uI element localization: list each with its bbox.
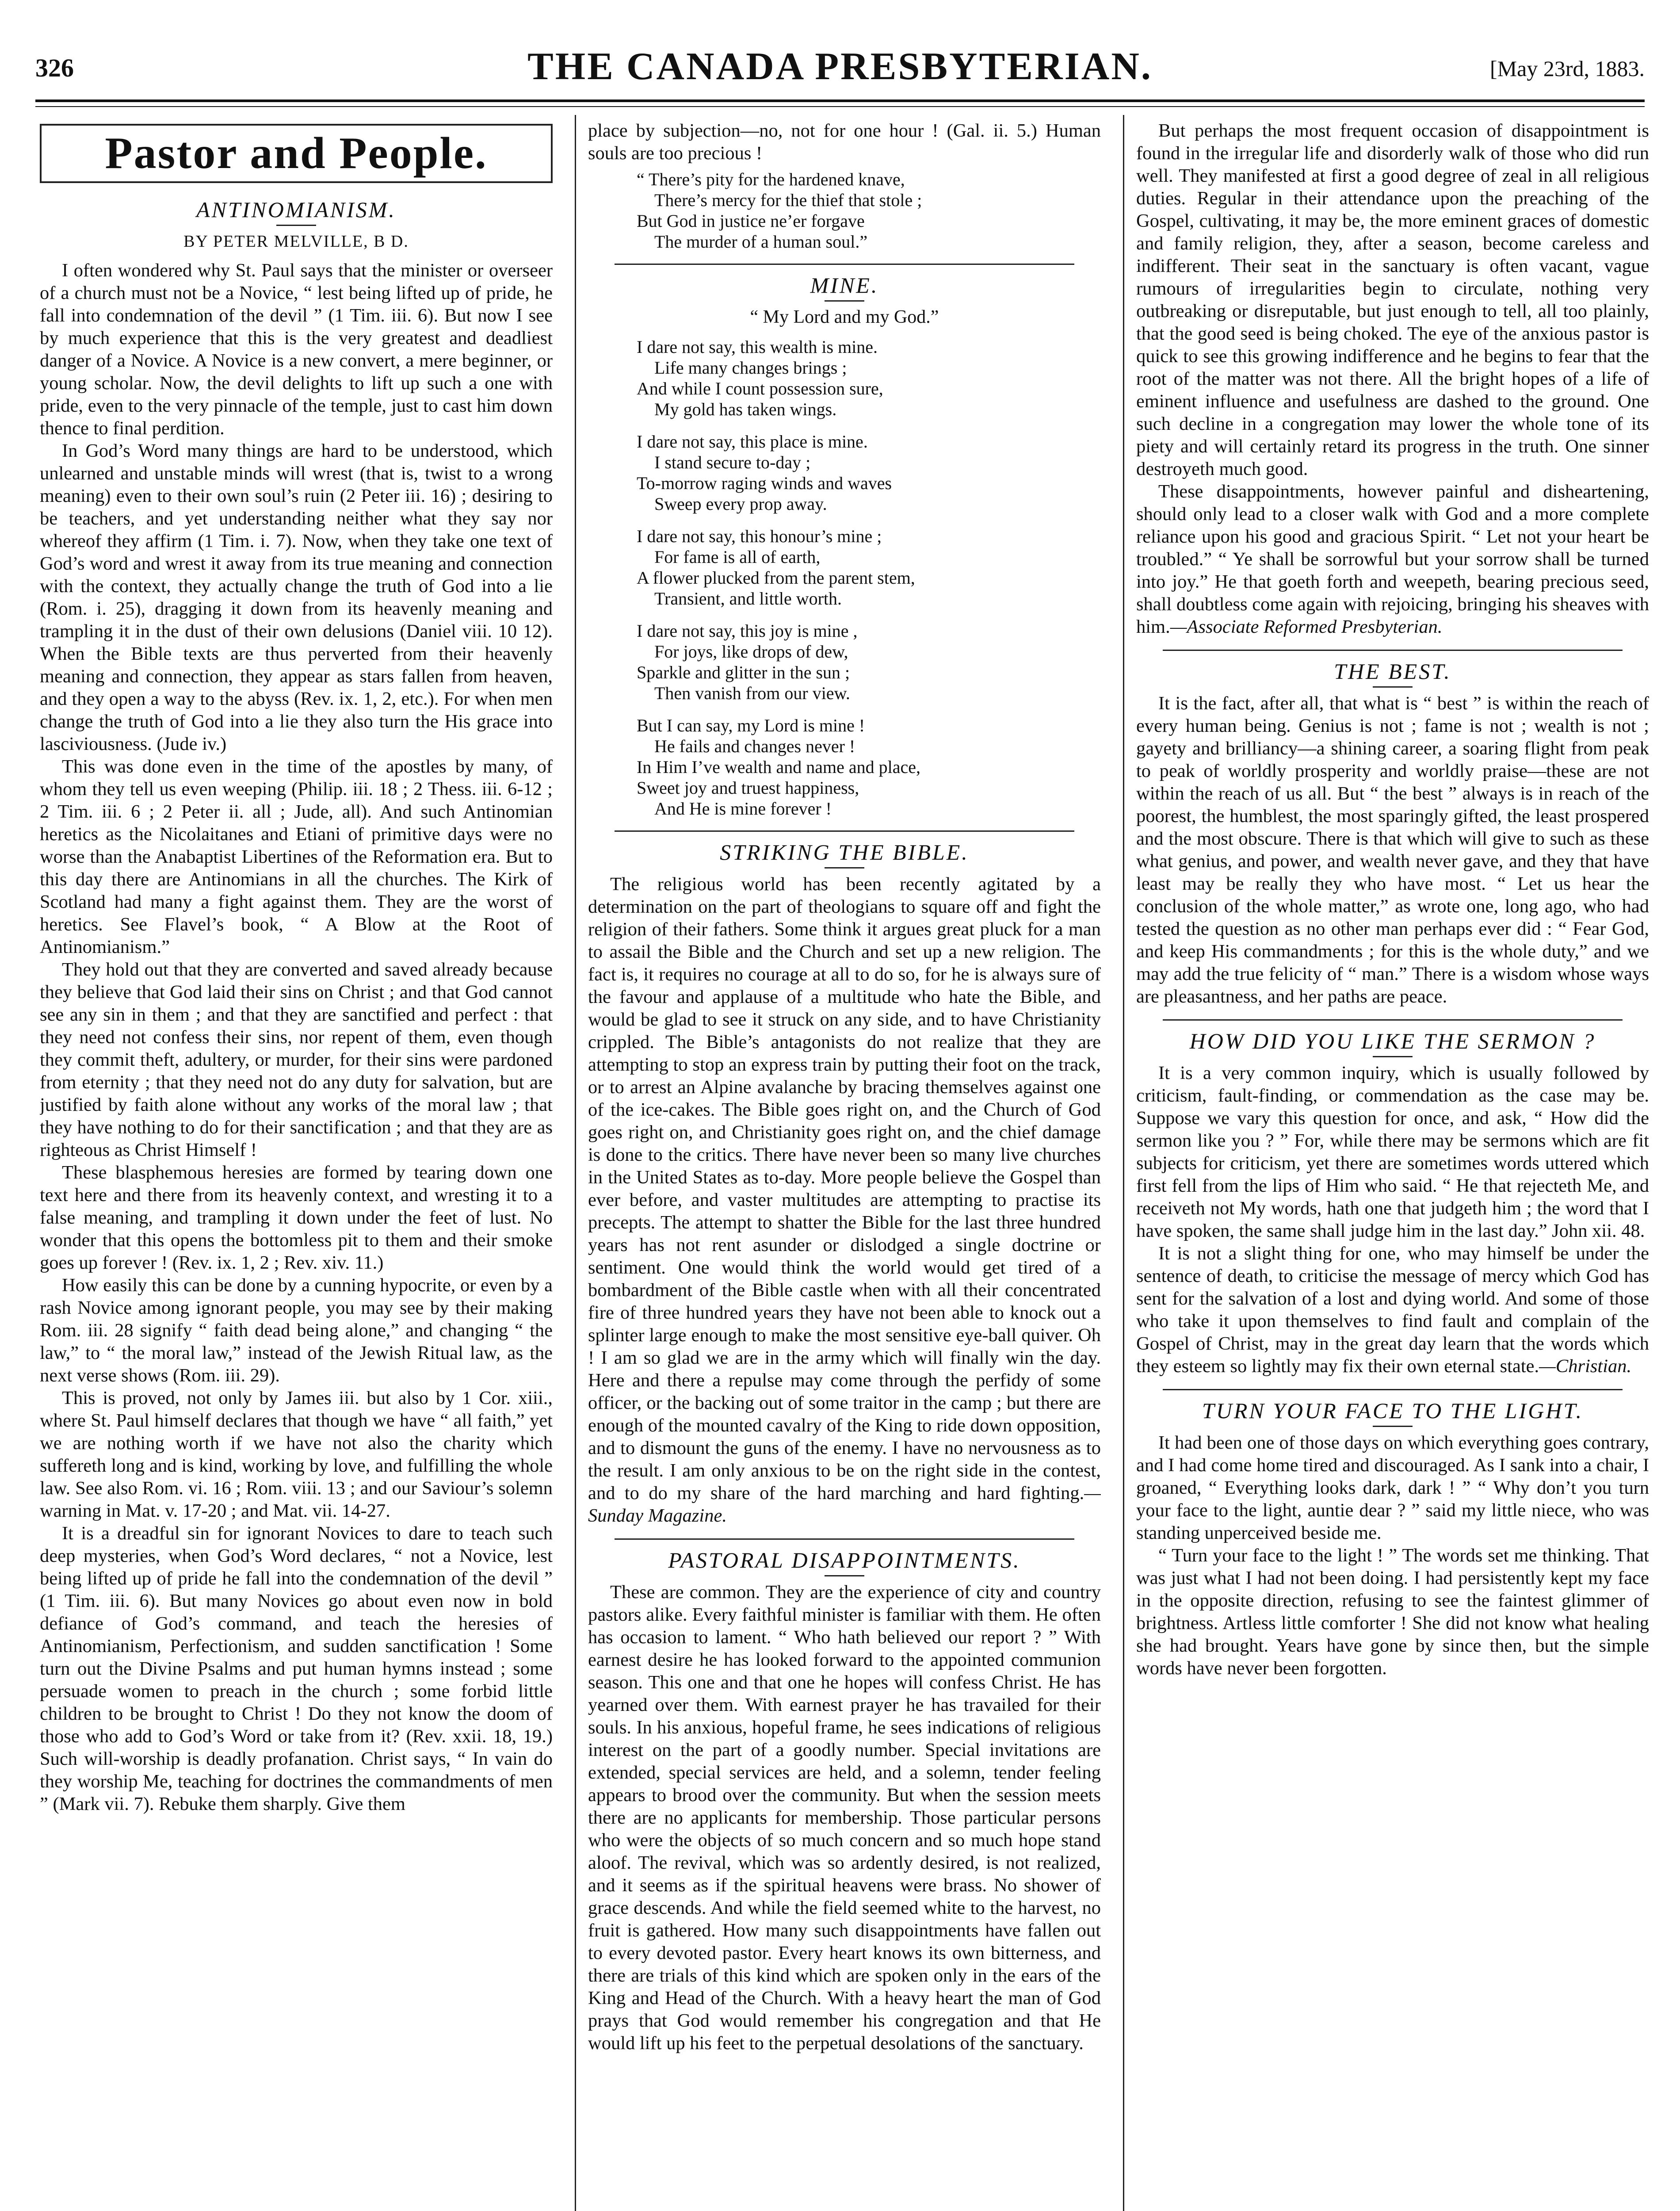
header-rule-thin	[35, 106, 1645, 107]
article-title: TURN YOUR FACE TO THE LIGHT.	[1202, 1398, 1584, 1423]
byline: BY PETER MELVILLE, B D.	[183, 232, 409, 251]
article-title: HOW DID YOU LIKE THE SERMON ?	[1189, 1029, 1596, 1053]
stanza	[637, 526, 1101, 609]
paragraph: But perhaps the most frequent occasion of disappointment is found in the irregular life and disorderly walk of those who did run well. They manifested at first a good degree of zeal in all religious duties. Regular in their attendance upon the preaching of the Gospel, cultivating, it may be, the more eminent graces of domestic and family religion, they, after a season, become careless and indifferent. Their seat in the sanctuary is often vacant, vague rumours of irregularities begin to circulate, nothing very outbreaking or disreputable, but just enough to tell, all too plainly, that the good seed is being choked. The eye of the anxious pastor is quick to see this growing indifference and he begins to fear that the root of the matter was not there. All the bright hopes of a life of eminent influence and usefulness are dashed to the ground. One such decline in a congregation may lower the whole tone of its piety and will certainly retard its progress in the truth. One sinner destroyeth much good.	[1136, 120, 1649, 479]
paragraph: place by subjection—no, not for one hour ! (Gal. ii. 5.) Human souls are too precious !	[588, 120, 1101, 164]
column-2	[588, 119, 1101, 2211]
stanza	[637, 337, 1101, 420]
paragraph: It is a dreadful sin for ignorant Novices to dare to teach such deep mysteries, when God’s Word declares, “ not a Novice, lest being lifted up of pride he fall into the condemnation of the devil ” (1 Tim. iii. 6). But many Novices go about even now in bold defiance of God’s command, and teach the heresies of Antinomianism, Perfectionism, and sudden sanctification ! Some turn out the Divine Psalms and put human hymns instead ; some persuade women to preach in the church ; some forbid little children to be brought to Christ ! Do they not know the doom of those who add to God’s Word or take from it? (Rev. xxii. 18, 19.) Such will-worship is deadly profanation. Christ says, “ In vain do they worship Me, teaching for doctrines the commandments of men ” (Mark vii. 7). Rebuke them sharply. Give them	[40, 1523, 553, 1814]
verse-line: To-morrow raging winds and waves	[637, 473, 892, 493]
verse-line: There’s mercy for the thief that stole ;	[654, 190, 922, 210]
column-divider	[1123, 115, 1124, 2211]
issue-date: [May 23rd, 1883.	[1490, 56, 1645, 81]
verse-line: “ There’s pity for the hardened knave,	[637, 169, 905, 189]
paragraph: These blasphemous heresies are formed by tearing down one text here and there from its heavenly context, and wresting it to a false meaning, and trampling it down under the feet of lust. No wonder that this opens the bottomless pit to them and their smoke goes up forever ! (Rev. ix. 1, 2 ; Rev. xiv. 11.)	[40, 1162, 553, 1273]
title-rule	[825, 1575, 864, 1576]
title-rule	[1373, 1056, 1413, 1057]
paragraph-text: The religious world has been recently agitated by a determination on the part of theologians to square off and fight the religion of their fathers. Some think it argues great pluck for a man to assail the Bible and the Church and set up a new religion. The fact is, it requires no courage at all to do so, for he is always sure of the favour and applause of a multitude who hate the Bible, and would be glad to see it struck on any side, and to have Christianity crippled. The Bible’s antagonists do not realize that they are attempting to stop an express train by putting their foot on the track, or to arrest an Alpine avalanche by bracing themselves against one of the ice-cakes. The Bible goes right on, and the Church of God goes right on, and Christianity goes right on, and the chief damage is done to the critics. There have never been so many live churches in the United States as to-day. More people believe the Gospel than ever before, and vaster multitudes are attempting to practise its precepts. The attempt to shatter the Bible for the last three hundred years has not rent asunder or dislodged a single doctrine or sentiment. One would think the world would get tired of a bombardment of the Bible castle when with all their concentrated fire of three hundred years they have not been able to knock out a splinter large enough to make the most sensitive eye-ball quiver. Oh ! I am so glad we are in the army which will finally win the day. Here and there a repulse may come through the perfidy of some officer, or the backing out of some traitor in the camp ; but there are enough of the mounted cavalry of the King to ride down opposition, and to dismount the guns of the enemy. I have no nervousness as to the result. I am only anxious to be on the right side in the contest, and to do my share of the hard marching and hard fighting.	[588, 874, 1101, 1503]
verse-line: Life many changes brings ;	[654, 358, 847, 378]
article-title: MINE.	[810, 273, 879, 298]
verse-line: And while I count possession sure,	[637, 379, 883, 398]
quoted-verse	[588, 169, 1101, 252]
paragraph: This was done even in the time of the apostles by many, of whom they tell us even weeping (Philip. iii. 18 ; 2 Thess. iii. 6-12 ; 2 Tim. iii. 6 ; 2 Peter ii. all ; Jude, all). And such Antinomian heretics as the Nicolaitanes and Etiani of primitive days were no worse than the Anabaptist Libertines of the Reformation era. But to this day there are Antinomians in all the churches. The Kirk of Scotland had many a fight against them. They are the worst of heretics. See Flavel’s book, “ A Blow at the Root of Antinomianism.”	[40, 756, 553, 957]
article-title: PASTORAL DISAPPOINTMENTS.	[668, 1548, 1021, 1572]
paragraph-text: It is not a slight thing for one, who may himself be under the sentence of death, to criticise the message of mercy which God has sent for the salvation of a lost and dying world. And some of those who take it upon themselves to find fault and complain of the Gospel of Christ, may in the great day learn that the words which they esteem so lightly may fix their own eternal state.	[1136, 1243, 1649, 1377]
stanza	[637, 431, 1101, 514]
verse-line: He fails and changes never !	[654, 736, 855, 756]
page-header	[35, 44, 1645, 93]
source-credit: —Christian.	[1539, 1356, 1632, 1377]
title-rule	[1373, 686, 1413, 688]
title-rule	[825, 867, 864, 868]
verse-line: But I can say, my Lord is mine !	[637, 715, 865, 735]
paragraph: It had been one of those days on which everything goes contrary, and I had come home tired and discouraged. As I sank into a chair, I groaned, “ Everything looks dark, dark ! ” “ Why don’t you turn your face to the light, auntie dear ? ” said my little niece, who was standing unperceived beside me.	[1136, 1432, 1649, 1543]
header-rule	[35, 99, 1645, 102]
paragraph	[1136, 1242, 1649, 1377]
article-title: THE BEST.	[1334, 659, 1451, 684]
verse-line: Transient, and little worth.	[654, 589, 842, 608]
stanza	[637, 715, 1101, 819]
verse-line: I stand secure to-day ;	[654, 452, 811, 472]
verse-line: But God in justice ne’er forgave	[637, 211, 865, 231]
article-divider	[615, 830, 1074, 832]
article-divider	[1163, 650, 1623, 651]
source-credit: —Sunday Magazine.	[588, 1483, 1101, 1526]
paragraph: “ Turn your face to the light ! ” The words set me thinking. That was just what I had not been doing. I had persistently kept my face in the opposite direction, refusing to see the faintest glimmer of brightness. Artless little comforter ! She did not know what healing she had brought. Years have gone by since then, but the simple words have never been forgotten.	[1136, 1545, 1649, 1679]
section-heading: Pastor and People.	[40, 124, 553, 183]
article-divider	[615, 1538, 1074, 1540]
article-divider	[1163, 1389, 1623, 1390]
verse-line: Sweet joy and truest happiness,	[637, 778, 859, 798]
newspaper-title: THE CANADA PRESBYTERIAN.	[527, 45, 1153, 88]
verse-line: The murder of a human soul.”	[654, 232, 868, 252]
title-rule	[825, 300, 864, 302]
article-title: ANTINOMIANISM.	[196, 197, 396, 222]
verse-line: Sparkle and glitter in the sun ;	[637, 662, 850, 682]
paragraph: I often wondered why St. Paul says that the minister or overseer of a church must not be a Novice, “ lest being lifted up of pride, he fall into condemnation of the devil ” (1 Tim. iii. 6). But now I see by much experience that this is the very greatest and deadliest danger of a Novice. A Novice is a new convert, a mere beginner, or young scholar. Now, the devil delights to lift up such a one with pride, even to the very pinnacle of the temple, just to cast him down thence to final perdition.	[40, 260, 553, 439]
article-divider	[1163, 1019, 1623, 1021]
verse-line: I dare not say, this honour’s mine ;	[637, 526, 882, 546]
column-1	[40, 119, 553, 2211]
paragraph: How easily this can be done by a cunning hypocrite, or even by a rash Novice among ignorant people, you may see by their making Rom. iii. 28 signify “ faith dead being alone,” and changing “ the law,” to “ the moral law,” instead of the Jewish Ritual law, as the next verse shows (Rom. iii. 29).	[40, 1275, 553, 1386]
verse-line: I dare not say, this place is mine.	[637, 432, 868, 451]
poem	[588, 337, 1101, 819]
paragraph-text: These disappointments, however painful and disheartening, should only lead to a closer walk with God and a more complete reliance upon his good and gracious Spirit. “ Let not your heart be troubled.” “ Ye shall be sorrowful but your sorrow shall be turned into joy.” He that goeth forth and weepeth, bearing precious seed, shall doubtless come again with rejoicing, bringing his sheaves with him.	[1136, 481, 1649, 637]
title-rule	[276, 225, 316, 226]
verse-line: And He is mine forever !	[654, 799, 832, 819]
verse-line: In Him I’ve wealth and name and place,	[637, 757, 920, 777]
paragraph: These are common. They are the experience of city and country pastors alike. Every faithful minister is familiar with them. He often has occasion to lament. “ Who hath believed our report ? ” With earnest desire he has looked forward to the appointed communion season. This one and that one he hopes will confess Christ. He has yearned over them. With earnest prayer he has travailed for their souls. In his anxious, hopeful frame, he sees indications of religious interest on the part of a goodly number. Special invitations are extended, special services are held, and a solemn, tender feeling appears to brood over the community. But when the session meets there are no applicants for membership. Those particular persons who were the objects of so much concern and so much hope stand aloof. The revival, which was so ardently desired, is not realized, and it seems as if the spiritual heavens were brass. No shower of grace descends. And while the field seemed white to the harvest, no fruit is gathered. How many such disappointments have fallen out to every devoted pastor. Every heart knows its own bitterness, and there are trials of this kind which are spoken only in the ears of the King and Head of the Church. With a heavy heart the man of God prays that God would remember his congregation and that He would lift up his feet to the perpetual desolations of the sanctuary.	[588, 1582, 1101, 2054]
verse-line: My gold has taken wings.	[654, 399, 837, 419]
column-divider	[575, 115, 576, 2211]
stanza	[637, 620, 1101, 704]
paragraph	[588, 873, 1101, 1527]
source-credit: —Associate Reformed Presbyterian.	[1170, 616, 1443, 637]
article-divider	[615, 264, 1074, 265]
paragraph: They hold out that they are converted and saved already because they believe that God laid their sins on Christ ; and that God cannot see any sin in them ; and that they are sanctified and perfect : that they need not confess their sins, nor repent of them, even though they commit theft, adultery, or murder, for their sins were pardoned from eternity ; that they need not do any duty for salvation, but are justified by faith alone without any works of the moral law ; that they have nothing to do for their sanctification ; and that they are as righteous as Christ Himself !	[40, 959, 553, 1160]
poem-epigraph: “ My Lord and my God.”	[750, 307, 939, 327]
verse-line: I dare not say, this wealth is mine.	[637, 337, 878, 357]
title-rule	[1373, 1426, 1413, 1427]
verse-line: Then vanish from our view.	[654, 683, 850, 703]
paragraph: It is the fact, after all, that what is “ best ” is within the reach of every human being. Genius is not ; fame is not ; wealth is not ; gayety and brilliancy—a shining career, a soaring flight from peak to peak of worldly prosperity and worldly praise—these are not within the reach of us all. But “ the best ” always is in reach of the poorest, the humblest, the most sparingly gifted, the least prospered and the most obscure. There is that which will give to such as these what genius, and power, and wealth never gave, and they that have least may be really they who have most. “ Let us hear the conclusion of the whole matter,” as wrote one, long ago, who had tested the question as no other man perhaps ever did : “ Fear God, and keep His commandments ; for this is the whole duty,” and we may add the true felicity of “ man.” There is a wisdom whose ways are pleasantness, and her paths are peace.	[1136, 693, 1649, 1007]
article-title: STRIKING THE BIBLE.	[720, 840, 969, 865]
verse-line: For joys, like drops of dew,	[654, 642, 848, 662]
column-3	[1136, 119, 1649, 2211]
paragraph	[1136, 480, 1649, 638]
verse-line: For fame is all of earth,	[654, 547, 821, 567]
verse-line: I dare not say, this joy is mine ,	[637, 621, 858, 641]
paragraph: It is a very common inquiry, which is usually followed by criticism, fault-finding, or commendation as the case may be. Suppose we vary this question for once, and ask, “ How did the sermon like you ? ” For, while there may be sermons which are fit subjects for criticism, yet there are sometimes words uttered which first fell from the lips of Him who said. “ He that rejecteth Me, and receiveth not My words, hath one that judgeth him ; the word that I have spoken, the same shall judge him in the last day.” John xii. 48.	[1136, 1063, 1649, 1241]
verse-line: A flower plucked from the parent stem,	[637, 568, 915, 588]
page-number: 326	[35, 54, 74, 82]
paragraph: This is proved, not only by James iii. but also by 1 Cor. xiii., where St. Paul himself declares that though we have “ all faith,” yet we are nothing worth if we have not also the charity which suffereth long and is kind, working by love, and fulfilling the whole law. See also Rom. vi. 16 ; Rom. viii. 13 ; and our Saviour’s solemn warning in Mat. v. 17-20 ; and Mat. vii. 14-27.	[40, 1388, 553, 1521]
paragraph: In God’s Word many things are hard to be understood, which unlearned and unstable minds will wrest (that is, twist to a wrong meaning) even to their own soul’s ruin (2 Peter iii. 16) ; desiring to be teachers, and yet understanding neither what they say nor whereof they affirm (1 Tim. i. 7). Now, when they take one text of God’s word and wrest it away from its true meaning and connection with the context, they actually change the truth of God into a lie (Rom. i. 25), dragging it down from its heavenly meaning and trampling it in the dust of their own delusions (Daniel viii. 10 12). When the Bible texts are thus perverted from their heavenly meaning and connection, they appear as stars fallen from heaven, and they open a way to the abyss (Rev. ix. 1, 2, etc.). For when men change the truth of God into a lie they also turn the His grace into lasciviousness. (Jude iv.)	[40, 440, 553, 754]
verse-line: Sweep every prop away.	[654, 494, 827, 514]
